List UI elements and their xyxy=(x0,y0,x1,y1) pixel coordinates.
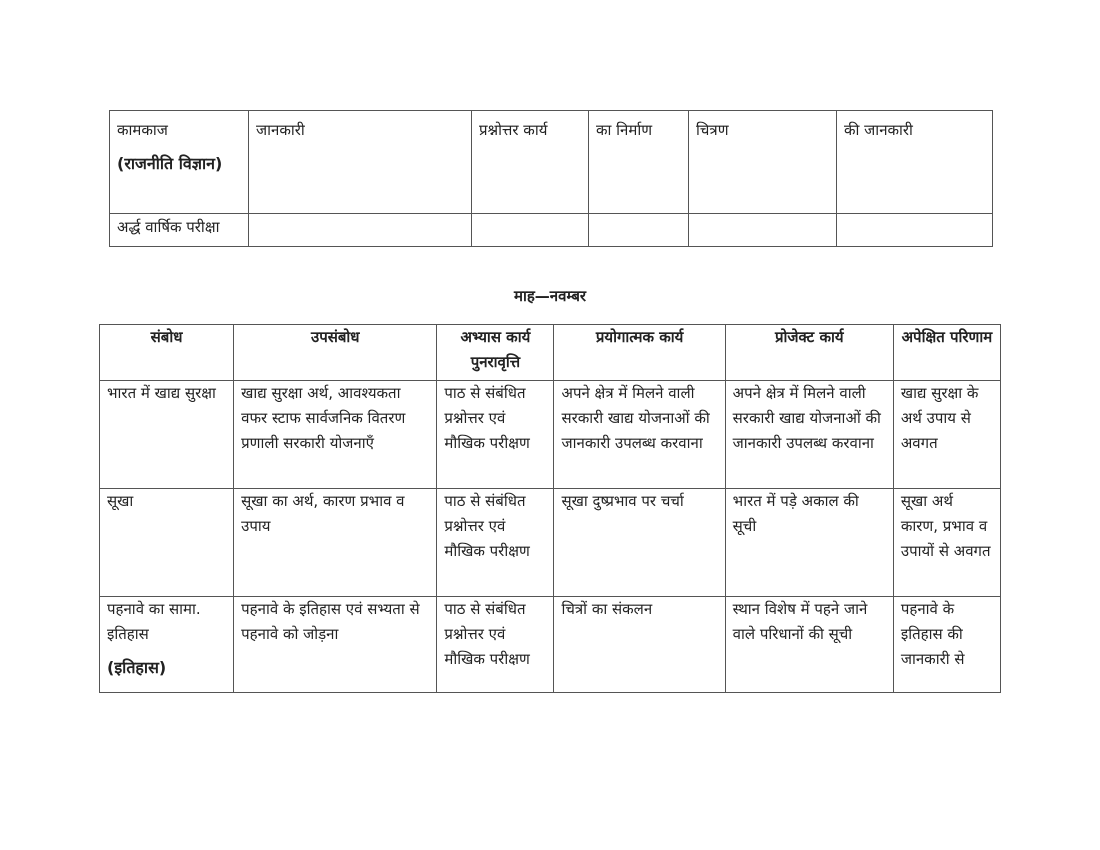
table-cell: खाद्य सुरक्षा अर्थ, आवश्यकता वफर स्टाफ सार्वजनिक वितरण प्रणाली सरकारी योजनाएँ xyxy=(234,381,437,489)
month-title: माह—नवम्बर xyxy=(513,287,587,305)
table-cell: अर्द्ध वार्षिक परीक्षा xyxy=(110,214,249,247)
table-cell xyxy=(249,214,472,247)
table-cell: चित्रों का संकलन xyxy=(554,597,725,693)
table-cell: भारत में खाद्य सुरक्षा xyxy=(100,381,234,489)
table-row xyxy=(100,489,1001,597)
table-cell: पाठ से संबंधित प्रश्नोत्तर एवं मौखिक परीक्षण xyxy=(437,381,554,489)
table-cell xyxy=(589,214,689,247)
table-cell: पहनावे के इतिहास की जानकारी से xyxy=(893,597,1000,693)
table-cell: भारत में पड़े अकाल की सूची xyxy=(725,489,893,597)
table-cell: पाठ से संबंधित प्रश्नोत्तर एवं मौखिक परीक्षण xyxy=(437,489,554,597)
subject-label: (इतिहास) xyxy=(107,658,167,677)
column-header: अभ्यास कार्य पुनरावृत्ति xyxy=(437,325,554,381)
subject-label: (राजनीति विज्ञान) xyxy=(117,154,223,173)
table-cell: पाठ से संबंधित प्रश्नोत्तर एवं मौखिक परीक्षण xyxy=(437,597,554,693)
table-cell: अपने क्षेत्र में मिलने वाली सरकारी खाद्य योजनाओं की जानकारी उपलब्ध करवाना xyxy=(725,381,893,489)
table-cell: का निर्माण xyxy=(589,111,689,214)
table-cell xyxy=(689,214,837,247)
table-cell: सूखा अर्थ कारण, प्रभाव व उपायों से अवगत xyxy=(893,489,1000,597)
table-cell xyxy=(837,214,993,247)
column-header: संबोध xyxy=(100,325,234,381)
table-cell: चित्रण xyxy=(689,111,837,214)
table-cell xyxy=(100,597,234,693)
main-table xyxy=(99,324,1001,693)
column-header: अपेक्षित परिणाम xyxy=(893,325,1000,381)
table-cell: खाद्य सुरक्षा के अर्थ उपाय से अवगत xyxy=(893,381,1000,489)
column-header: प्रोजेक्ट कार्य xyxy=(725,325,893,381)
table-row xyxy=(100,381,1001,489)
table-row xyxy=(110,111,993,214)
table-cell: अपने क्षेत्र में मिलने वाली सरकारी खाद्य योजनाओं की जानकारी उपलब्ध करवाना xyxy=(554,381,725,489)
table-cell: पहनावे के इतिहास एवं सभ्यता से पहनावे को जोड़ना xyxy=(234,597,437,693)
table-cell: सूखा का अर्थ, कारण प्रभाव व उपाय xyxy=(234,489,437,597)
table-cell: की जानकारी xyxy=(837,111,993,214)
top-table xyxy=(109,110,993,247)
table-cell: स्थान विशेष में पहने जाने वाले परिधानों की सूची xyxy=(725,597,893,693)
column-header: उपसंबोध xyxy=(234,325,437,381)
column-header: प्रयोगात्मक कार्य xyxy=(554,325,725,381)
cell-text: कामकाज xyxy=(117,121,168,139)
table-cell xyxy=(110,111,249,214)
table-cell: सूखा xyxy=(100,489,234,597)
table-cell: जानकारी xyxy=(249,111,472,214)
table-cell: प्रश्नोत्तर कार्य xyxy=(472,111,589,214)
cell-text: पहनावे का सामा. इतिहास xyxy=(107,600,201,643)
table-cell: सूखा दुष्प्रभाव पर चर्चा xyxy=(554,489,725,597)
table-row xyxy=(110,214,993,247)
table-header-row xyxy=(100,325,1001,381)
table-row xyxy=(100,597,1001,693)
table-cell xyxy=(472,214,589,247)
